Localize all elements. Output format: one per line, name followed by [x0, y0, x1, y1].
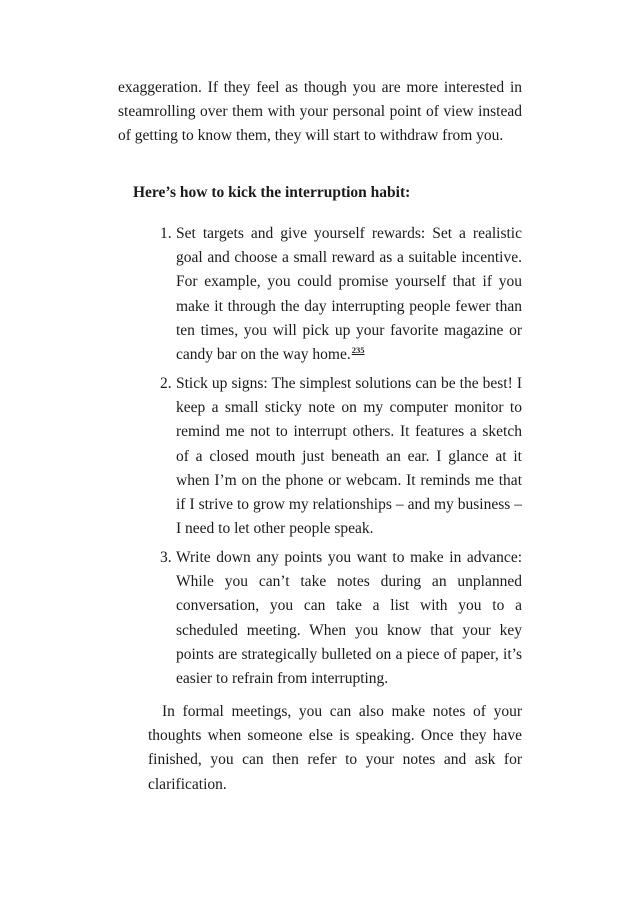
list-item-number: 3. — [160, 549, 172, 566]
list-item-text: Write down any points you want to make in advance: While you can’t take notes during an unplanned conversation, you can take a list with you to a scheduled meeting. When you know that your key points are strategically bulleted on a piece of paper, it’s easier to refrain from interrupting. — [176, 549, 522, 688]
section-heading: Here’s how to kick the interruption habit: — [133, 184, 411, 201]
list-item-text: Stick up signs: The simplest solutions can be the best! I keep a small sticky note on my computer monitor to remind me not to interrupt others. It features a sketch of a closed mouth just beneath an ear. I glance at it when I’m on the phone or webcam. It reminds me that if I strive to grow my relationships – and my business – I need to let other people speak. — [176, 375, 522, 538]
list-item — [160, 546, 522, 691]
list-item-body: Set targets and give yourself rewards: Set a realistic goal and choose a small reward as a suitable incentive. For example, you could promise yourself that if you make it through the day interrupting people fewer than ten times, you will pick up your favorite magazine or candy bar on the way home. — [176, 225, 522, 364]
list-item-number: 1. — [160, 225, 172, 242]
intro-paragraph: exaggeration. If they feel as though you are more interested in steamrolling over them with your personal point of view instead of getting to know them, they will start to withdraw from you. — [118, 79, 522, 145]
footnote-reference[interactable]: 235 — [351, 344, 365, 355]
list-item — [160, 372, 522, 541]
list-item-text — [176, 222, 522, 367]
list-item — [160, 222, 522, 367]
closing-paragraph: In formal meetings, you can also make notes of your thoughts when someone else is speaking. Once they have finished, you can then refer to your notes and ask for clarification. — [148, 703, 522, 793]
list-item-number: 2. — [160, 375, 172, 392]
